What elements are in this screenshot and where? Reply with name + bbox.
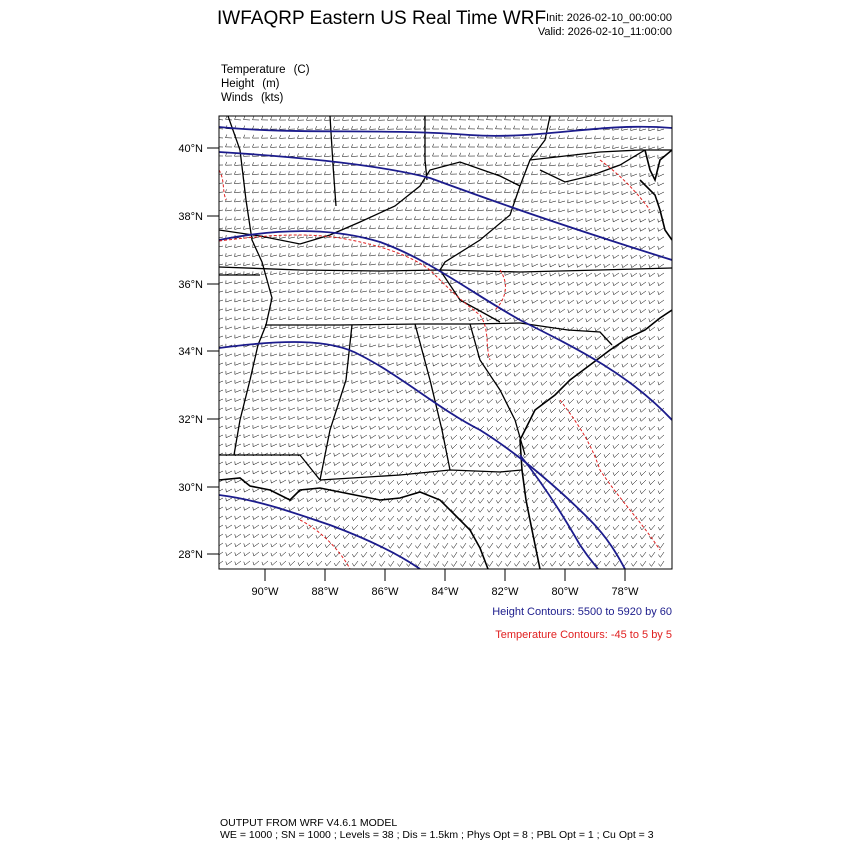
- lat-label: 32°N: [178, 414, 203, 426]
- variable-unit: (C): [293, 64, 310, 76]
- model-options: WE = 1000 ; SN = 1000 ; Levels = 38 ; Dis = 1.5km ; Phys Opt = 8 ; PBL Opt = 1 ; Cu Opt = 3: [220, 829, 654, 841]
- lon-ticks: [265, 569, 625, 581]
- lon-label: 90°W: [251, 586, 279, 598]
- variable-name: Height: [221, 78, 255, 90]
- init-time: Init: 2026-02-10_00:00:00: [546, 12, 672, 24]
- variable-name: Winds: [221, 92, 253, 104]
- state-boundaries: [219, 116, 672, 480]
- lat-label: 38°N: [178, 211, 203, 223]
- lat-label: 34°N: [178, 346, 203, 358]
- lat-label: 36°N: [178, 279, 203, 291]
- lon-label: 84°W: [431, 586, 459, 598]
- temperature-contour-note: Temperature Contours: -45 to 5 by 5: [495, 629, 672, 641]
- lon-label: 80°W: [551, 586, 579, 598]
- variable-unit: (m): [262, 78, 280, 90]
- lon-label: 78°W: [611, 586, 639, 598]
- height-contour-note: Height Contours: 5500 to 5920 by 60: [492, 606, 672, 618]
- valid-time: Valid: 2026-02-10_11:00:00: [537, 26, 672, 38]
- lat-ticks: [207, 148, 219, 554]
- lat-label: 40°N: [178, 143, 203, 155]
- lon-label: 86°W: [371, 586, 399, 598]
- model-info: OUTPUT FROM WRF V4.6.1 MODEL: [220, 817, 398, 829]
- lat-label: 30°N: [178, 482, 203, 494]
- variable-unit: (kts): [260, 92, 284, 104]
- wind-barbs: [217, 116, 665, 566]
- lon-label: 88°W: [311, 586, 339, 598]
- variable-name: Temperature: [221, 64, 286, 76]
- lon-label: 82°W: [491, 586, 519, 598]
- map-title: IWFAQRP Eastern US Real Time WRF: [217, 8, 547, 29]
- lat-label: 28°N: [178, 549, 203, 561]
